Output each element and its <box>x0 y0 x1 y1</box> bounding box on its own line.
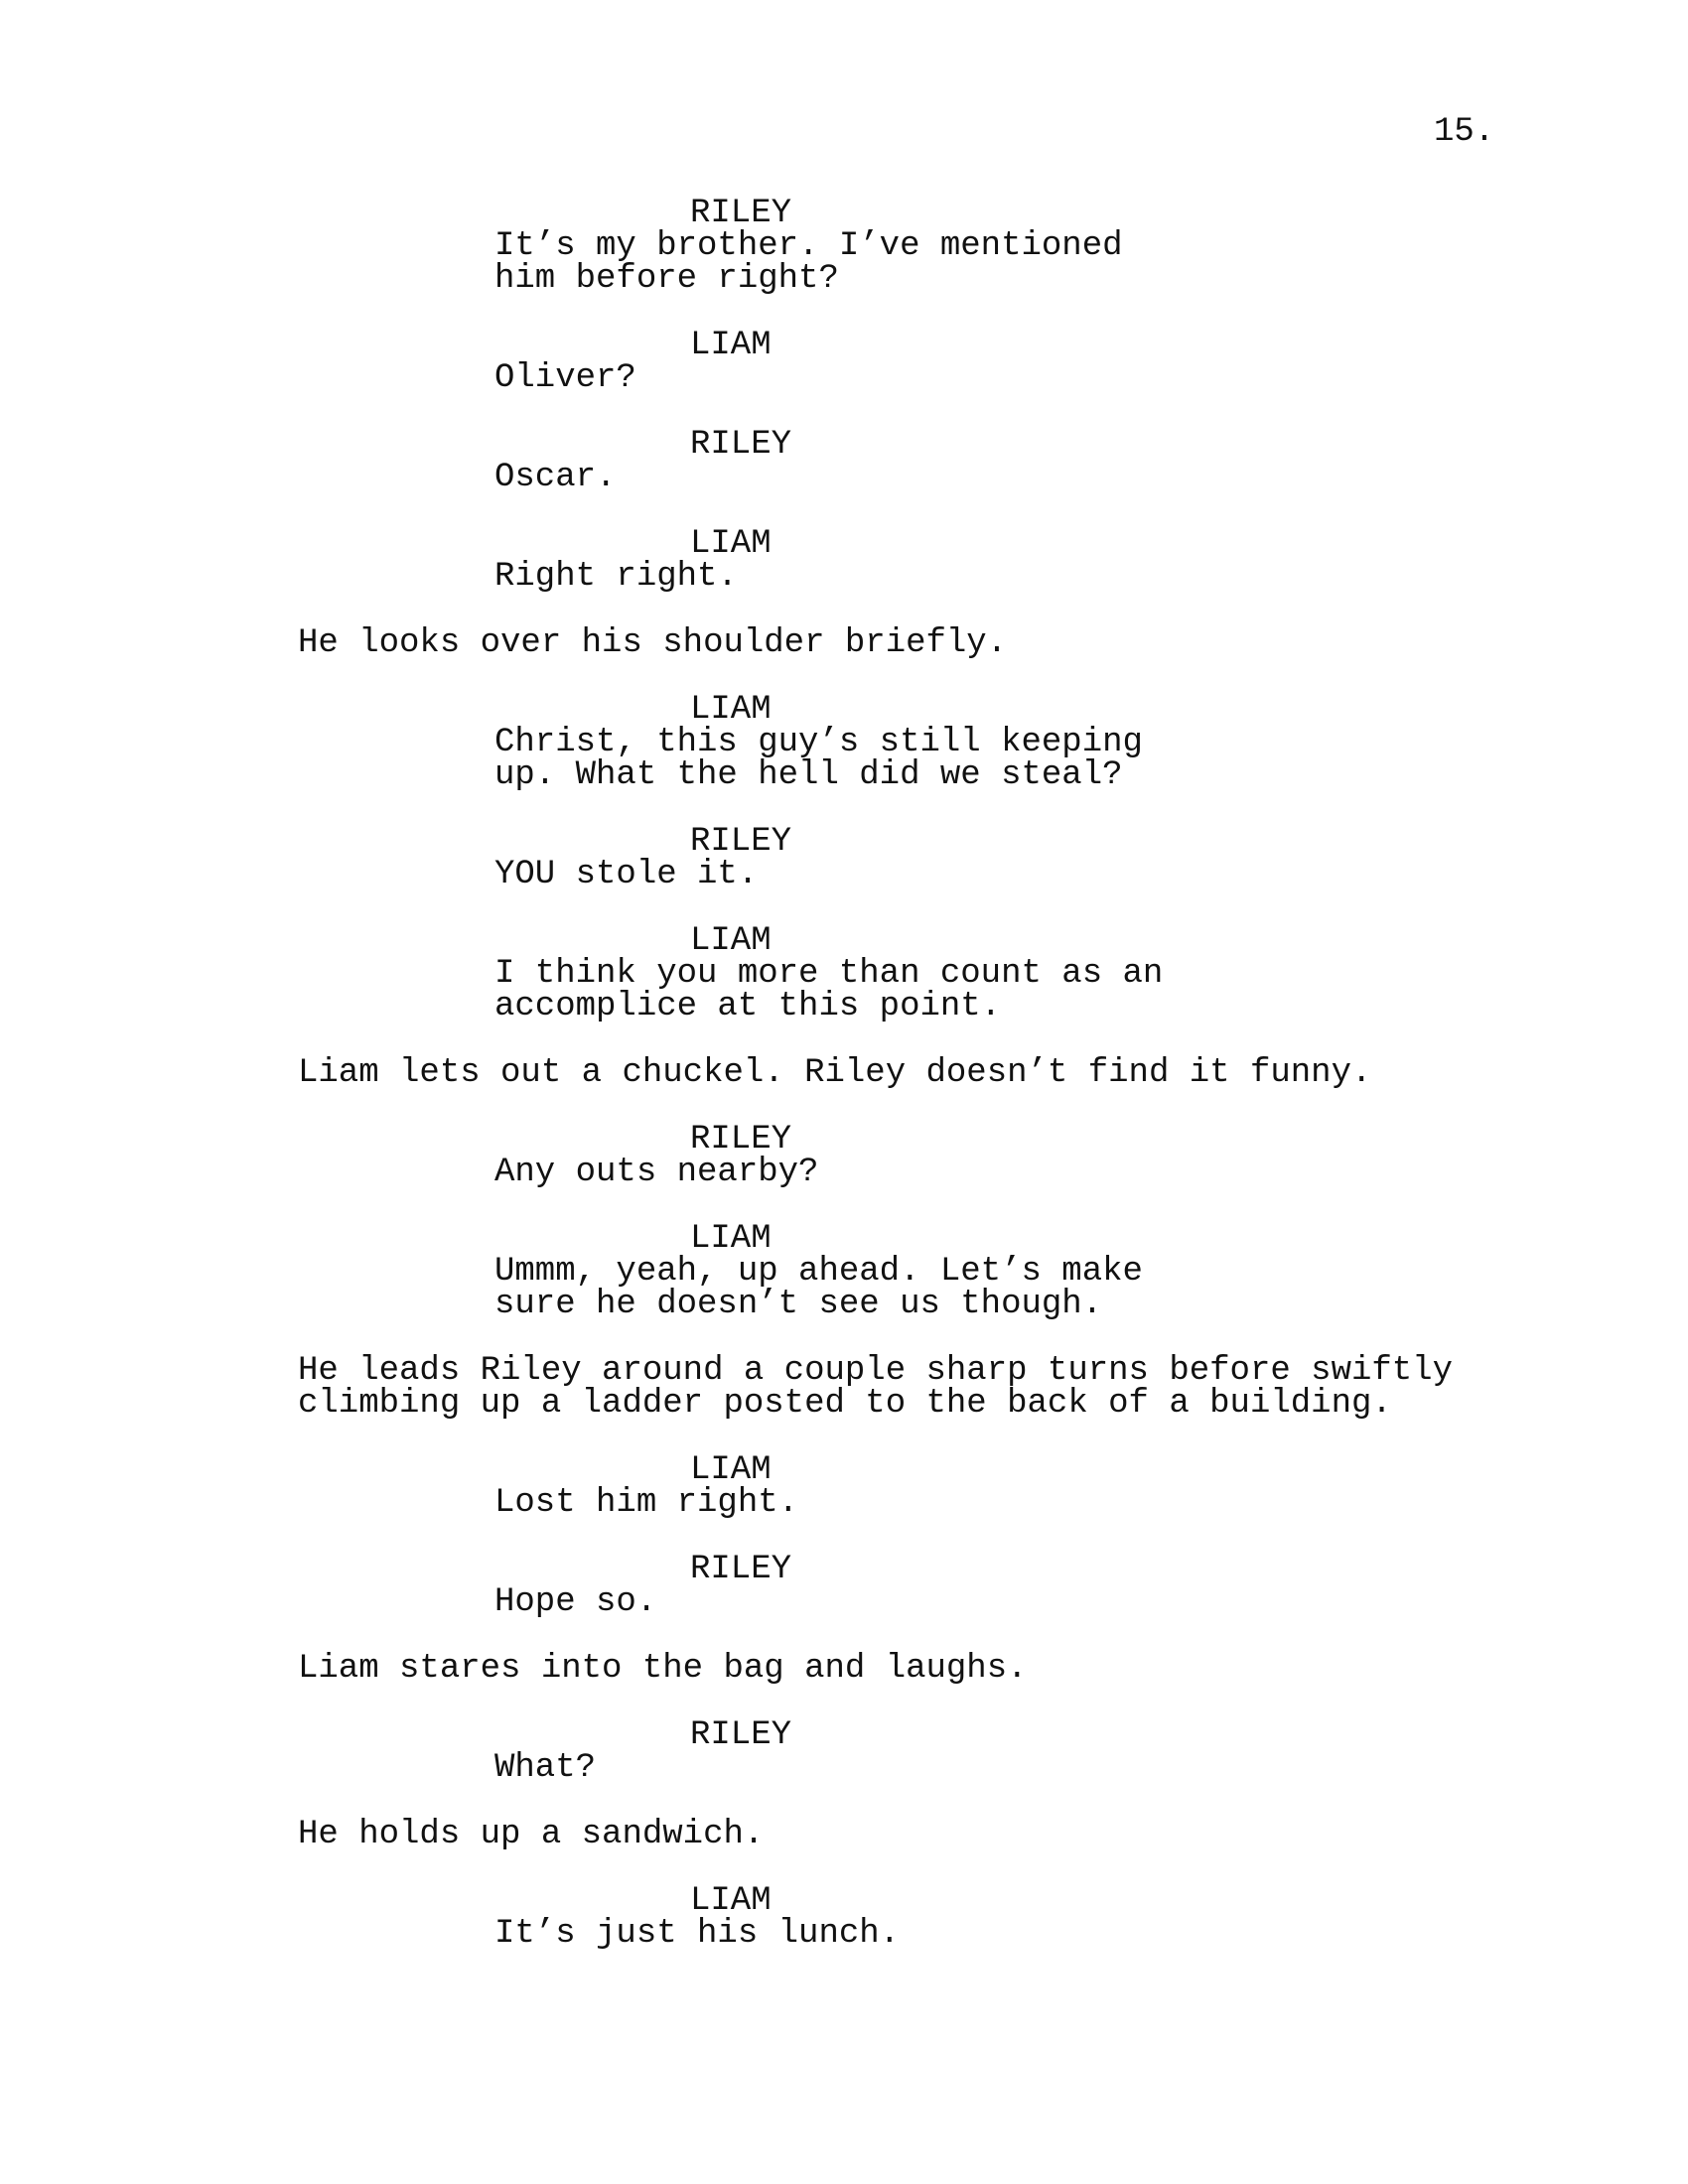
dialogue-line: Hope so. <box>494 1583 657 1621</box>
character-cue: LIAM <box>690 1451 772 1489</box>
dialogue-line: It’s just his lunch. <box>494 1915 901 1953</box>
character-cue: LIAM <box>690 327 772 364</box>
dialogue-line: up. What the hell did we steal? <box>494 756 1123 794</box>
dialogue-line: I think you more than count as an <box>494 955 1164 993</box>
dialogue-line: Right right. <box>494 558 738 596</box>
action-line: climbing up a ladder posted to the back of a building. <box>298 1385 1392 1423</box>
character-cue: RILEY <box>690 195 792 232</box>
character-cue: RILEY <box>690 823 792 861</box>
dialogue-line: YOU stole it. <box>494 856 759 893</box>
character-cue: LIAM <box>690 1882 772 1920</box>
action-line: He holds up a sandwich. <box>298 1816 765 1853</box>
character-cue: LIAM <box>690 525 772 563</box>
action-line: Liam lets out a chuckel. Riley doesn’t find it funny. <box>298 1054 1372 1092</box>
dialogue-line: sure he doesn’t see us though. <box>494 1286 1103 1323</box>
character-cue: LIAM <box>690 922 772 960</box>
dialogue-line: Oscar. <box>494 459 617 496</box>
character-cue: RILEY <box>690 426 792 464</box>
character-cue: RILEY <box>690 1551 792 1588</box>
dialogue-line: Christ, this guy’s still keeping <box>494 724 1143 761</box>
dialogue-line: accomplice at this point. <box>494 988 1002 1025</box>
character-cue: RILEY <box>690 1121 792 1159</box>
dialogue-line: Lost him right. <box>494 1484 799 1522</box>
dialogue-line: It’s my brother. I’ve mentioned <box>494 227 1123 265</box>
character-cue: RILEY <box>690 1716 792 1754</box>
page-number: 15. <box>1434 113 1495 151</box>
dialogue-line: Any outs nearby? <box>494 1154 819 1191</box>
character-cue: LIAM <box>690 1220 772 1258</box>
dialogue-line: What? <box>494 1749 597 1787</box>
dialogue-line: him before right? <box>494 260 839 298</box>
action-line: He leads Riley around a couple sharp turns before swiftly <box>298 1352 1453 1390</box>
action-line: Liam stares into the bag and laughs. <box>298 1650 1028 1688</box>
dialogue-line: Oliver? <box>494 359 636 397</box>
dialogue-line: Ummm, yeah, up ahead. Let’s make <box>494 1253 1143 1291</box>
action-line: He looks over his shoulder briefly. <box>298 624 1008 662</box>
character-cue: LIAM <box>690 691 772 729</box>
